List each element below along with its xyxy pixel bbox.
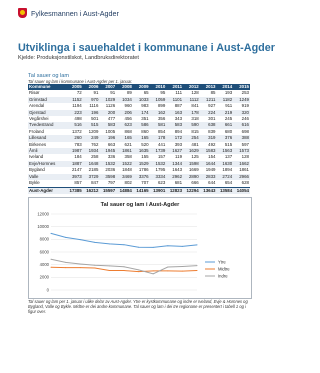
table-cell: 481 [191, 141, 199, 147]
total-cell: 13643 [200, 187, 217, 194]
table-cell: 1112 [183, 97, 200, 103]
table-cell: 894 [174, 128, 183, 134]
y-tick-label: 2000 [39, 274, 49, 280]
total-cell: 16212 [83, 187, 100, 194]
total-cell: 13584 [216, 187, 233, 194]
y-tick-label: 12000 [37, 211, 49, 217]
table-cell: 85 [210, 90, 216, 96]
municipality-name: Froland [29, 128, 44, 134]
table-cell: 119 [175, 154, 183, 160]
table-cell: 1861 [239, 167, 249, 173]
table-cell: 1987 [66, 148, 83, 154]
table-cell: 1848 [122, 167, 132, 173]
table-cell: 249 [83, 135, 100, 141]
table-cell: 178 [183, 110, 200, 116]
municipality-name: Åmli [28, 148, 66, 154]
data-point [167, 270, 168, 271]
table-cell: 172 [166, 135, 183, 141]
data-point [182, 266, 183, 267]
data-point [197, 244, 198, 245]
data-point [153, 270, 154, 271]
table-cell: 2833 [200, 174, 217, 180]
table-cell: 498 [74, 116, 82, 122]
data-point [197, 265, 198, 266]
total-cell: 14165 [133, 187, 150, 194]
section-heading: Tal sauer og lam [28, 73, 70, 79]
total-cell: 12294 [183, 187, 200, 194]
data-point [80, 264, 81, 265]
legend-label: Indre [218, 273, 228, 279]
legend-label: Midtre [218, 266, 230, 272]
table-cell: 89 [126, 90, 132, 96]
table-cell: 1116 [89, 103, 99, 109]
table-cell: 246 [241, 116, 249, 122]
table-cell: 868 [124, 128, 132, 134]
data-point [124, 270, 125, 271]
data-point [167, 267, 168, 268]
table-cell: 441 [157, 141, 166, 147]
data-point [138, 271, 139, 272]
y-tick-label: 6000 [39, 249, 49, 255]
total-cell: 12823 [166, 187, 183, 194]
total-cell: 15597 [99, 187, 116, 194]
table-cell: 1630 [216, 161, 233, 167]
page-title: Utviklinga i sauehaldet i kommunane i Aust-Agder [18, 42, 275, 54]
table-cell: 623 [157, 180, 166, 186]
table-cell: 1786 [138, 167, 149, 173]
table-cell: 253 [241, 90, 249, 96]
table-cell: 1662 [233, 161, 250, 167]
legend-label: Ytre [218, 259, 226, 265]
table-cell: 320 [233, 110, 250, 116]
table-cell: 927 [208, 103, 216, 109]
table-cell: 1005 [105, 128, 116, 134]
table-cell: 196 [99, 135, 116, 141]
table-cell: 223 [66, 110, 83, 116]
table-cell: 586 [133, 122, 150, 128]
table-cell: 193 [224, 90, 233, 96]
table-cell: 1573 [233, 148, 250, 154]
table-cell: 492 [208, 141, 216, 147]
table-cell: 1669 [188, 167, 199, 173]
table-cell: 456 [124, 116, 132, 122]
y-tick-label: 8000 [39, 236, 49, 242]
table-cell: 128 [241, 154, 249, 160]
data-point [124, 244, 125, 245]
table-cell: 165 [133, 135, 150, 141]
table-cell: 516 [66, 122, 83, 128]
column-header-year: 2015 [233, 84, 250, 90]
data-point [124, 266, 125, 267]
column-header-year: 2007 [99, 84, 116, 90]
total-cell: 14884 [116, 187, 133, 194]
data-point [138, 247, 139, 248]
table-cell: 376 [216, 135, 233, 141]
table-cell: 1598 [183, 161, 200, 167]
municipality-name: Arendal [29, 103, 45, 109]
table-cell: 616 [233, 122, 250, 128]
table-cell: 1583 [200, 148, 217, 154]
table-total-row [28, 187, 250, 194]
table-cell: 125 [191, 154, 199, 160]
table-cell: 663 [107, 141, 116, 147]
municipality-name: Risør [29, 90, 40, 96]
table-cell: 638 [200, 122, 217, 128]
table-cell: 200 [99, 110, 116, 116]
table-cell: 1529 [133, 161, 150, 167]
table-cell: 3469 [116, 174, 133, 180]
column-header-year: 2013 [200, 84, 217, 90]
table-cell: 1861 [116, 148, 133, 154]
table-cell: 1894 [222, 167, 233, 173]
table-cell: 224 [200, 110, 217, 116]
table-cell: 970 [83, 97, 100, 103]
table-cell: 1563 [216, 148, 233, 154]
table-cell: 184 [74, 154, 82, 160]
table-cell: 65 [143, 90, 149, 96]
table-cell: 258 [91, 154, 99, 160]
table-cell: 2185 [88, 167, 99, 173]
table-cell: 1126 [105, 103, 116, 109]
table-cell: 860 [141, 128, 149, 134]
sheep-table [28, 84, 250, 194]
table-cell: 174 [133, 110, 150, 116]
table-cell: 2724 [216, 174, 233, 180]
table-cell: 1344 [166, 161, 183, 167]
table-cell: 815 [191, 128, 199, 134]
table-cell: 178 [150, 135, 167, 141]
data-point [182, 271, 183, 272]
table-cell: 358 [124, 154, 132, 160]
table-cell: 301 [208, 116, 216, 122]
table-cell: 520 [141, 141, 149, 147]
table-cell: 644 [208, 180, 216, 186]
municipality-name: Vegårshei [29, 116, 49, 122]
table-cell: 621 [124, 141, 132, 147]
total-cell: 13901 [150, 187, 167, 194]
brand [18, 8, 119, 18]
column-header-year: 2014 [216, 84, 233, 90]
series-line-ytre [51, 233, 197, 247]
table-cell: 919 [241, 103, 249, 109]
table-cell: 72 [76, 90, 82, 96]
table-cell: 393 [174, 141, 183, 147]
table-cell: 1522 [116, 161, 133, 167]
table-cell: 343 [174, 116, 183, 122]
table-cell: 515 [83, 122, 100, 128]
table-cell: 245 [224, 116, 233, 122]
table-cell: 163 [166, 110, 183, 116]
data-point [167, 245, 168, 246]
table-cell: 590 [183, 122, 200, 128]
chart-title: Tal sauer og lam i Aust-Agder [100, 202, 180, 208]
table-cell: 501 [91, 116, 99, 122]
data-point [182, 246, 183, 247]
table-cell: 3729 [83, 174, 100, 180]
table-cell: 597 [241, 141, 249, 147]
table-cell: 1194 [72, 103, 82, 109]
table-cell: 960 [124, 103, 132, 109]
municipality-name: Tvedestrand [28, 122, 66, 128]
y-tick-label: 4000 [39, 262, 49, 268]
table-cell: 854 [157, 128, 166, 134]
table-cell: 477 [107, 116, 116, 122]
municipality-name: Gjerstad [28, 110, 66, 116]
table-cell: 983 [141, 103, 149, 109]
table-cell: 2890 [183, 174, 200, 180]
table-cell: 1532 [150, 161, 167, 167]
data-point [65, 267, 66, 268]
table-cell: 899 [157, 103, 166, 109]
table-cell: 260 [66, 135, 83, 141]
data-point [138, 269, 139, 270]
table-cell: 1629 [183, 148, 200, 154]
table-cell: 1795 [155, 167, 166, 173]
table-cell: 351 [141, 116, 149, 122]
data-point [153, 247, 154, 248]
table-cell: 1101 [166, 97, 183, 103]
table-cell: 206 [116, 110, 133, 116]
table-cell: 802 [124, 180, 132, 186]
column-header-kommune: Kommune [28, 84, 66, 90]
y-tick-label: 10000 [37, 224, 49, 230]
chart-plot-area [29, 198, 251, 298]
data-point [65, 237, 66, 238]
data-point [94, 268, 95, 269]
table-cell: 2147 [71, 167, 82, 173]
column-header-year: 2011 [166, 84, 183, 90]
table-cell: 162 [150, 110, 167, 116]
table-cell: 666 [191, 180, 199, 186]
table-cell: 356 [157, 116, 166, 122]
municipality-name: Bykle [29, 180, 40, 186]
data-point [80, 239, 81, 240]
table-cell: 318 [191, 116, 199, 122]
line-chart [28, 197, 252, 299]
table-cell: 680 [224, 128, 233, 134]
table-cell: 581 [150, 122, 167, 128]
table-cell: 1211 [200, 97, 217, 103]
table-cell: 1887 [66, 161, 83, 167]
table-cell: 336 [107, 154, 116, 160]
table-cell: 1209 [88, 128, 99, 134]
table-cell: 654 [224, 180, 233, 186]
table-cell: 707 [141, 180, 149, 186]
data-point [109, 270, 110, 271]
table-cell: 137 [224, 154, 233, 160]
table-cell: 3973 [66, 174, 83, 180]
data-point [65, 262, 66, 263]
table-cell: 1033 [133, 97, 150, 103]
table-cell: 661 [216, 122, 233, 128]
table-caption: Tal sauer og lam i kommunane i Aust-Agder per 1. januar. [28, 79, 133, 84]
table-cell: 1372 [71, 128, 82, 134]
table-cell: 797 [107, 180, 116, 186]
table-cell: 3334 [150, 174, 167, 180]
table-cell: 583 [166, 122, 183, 128]
table-cell: 1532 [99, 161, 116, 167]
table-cell: 1945 [99, 148, 116, 154]
table-row [28, 180, 250, 187]
table-cell: 157 [157, 154, 166, 160]
table-cell: 628 [241, 180, 249, 186]
municipality-name: Grimstad [28, 97, 66, 103]
table-cell: 681 [174, 180, 183, 186]
data-point [109, 243, 110, 244]
table-cell: 111 [175, 90, 183, 96]
table-cell: 1627 [166, 148, 183, 154]
table-cell: 1635 [133, 148, 150, 154]
data-point [94, 265, 95, 266]
table-cell: 1648 [83, 161, 100, 167]
table-cell: 196 [83, 110, 100, 116]
column-header-year: 2008 [116, 84, 133, 90]
total-label: Aust-Agder [28, 187, 66, 194]
table-cell: 887 [174, 103, 183, 109]
total-cell: 17385 [66, 187, 83, 194]
y-tick-label: 0 [46, 287, 49, 293]
table-cell: 1059 [150, 97, 167, 103]
table-cell: 155 [141, 154, 149, 160]
table-cell: 91 [110, 90, 116, 96]
data-point [197, 270, 198, 271]
table-cell: 1182 [216, 97, 233, 103]
municipality-name: Valle [28, 174, 66, 180]
table-cell: 857 [74, 180, 82, 186]
data-point [94, 242, 95, 243]
municipality-name: Lillesand [28, 135, 66, 141]
table-cell: 219 [216, 110, 233, 116]
table-cell: 3598 [99, 174, 116, 180]
column-header-year: 2005 [66, 84, 83, 90]
data-point [153, 273, 154, 274]
table-cell: 911 [225, 103, 233, 109]
page-subtitle: Kjelde: Produksjonstilskot, Landbruksdirektoratet [18, 55, 139, 61]
municipality-name: Iveland [29, 154, 44, 160]
table-cell: 783 [74, 141, 82, 147]
data-point [80, 267, 81, 268]
table-cell: 1644 [200, 161, 217, 167]
table-cell: 1249 [233, 97, 250, 103]
data-point [51, 267, 52, 268]
table-cell: 1034 [116, 97, 133, 103]
table-cell: 3376 [133, 174, 150, 180]
chart-caption: Tal sauer og lam per 1. januar i ulike delar av Aust-Agder. Ytre er kystkommunane og indre er Iveland, Evje & Hornnes og Bygland, Valle og Bykle. Midtre er dei andre kommunane. Tal sauer og lam i dei tre regionane er presentert i tabell 1 og i figur over. [28, 299, 248, 314]
table-cell: 515 [224, 141, 233, 147]
column-header-year: 2006 [83, 84, 100, 90]
municipality-name: Evje/Hornnes [28, 161, 66, 167]
table-cell: 623 [116, 122, 133, 128]
table-cell: 1643 [172, 167, 183, 173]
total-cell: 14054 [233, 187, 250, 194]
table-cell: 165 [116, 135, 133, 141]
table-cell: 583 [99, 122, 116, 128]
table-cell: 319 [200, 135, 217, 141]
table-cell: 839 [208, 128, 216, 134]
table-cell: 698 [241, 128, 249, 134]
table-cell: 1152 [66, 97, 83, 103]
table-cell: 762 [91, 141, 99, 147]
table-cell: 1029 [99, 97, 116, 103]
coat-of-arms-icon [18, 8, 27, 18]
table-cell: 128 [191, 90, 199, 96]
column-header-year: 2012 [183, 84, 200, 90]
table-cell: 2036 [105, 167, 116, 173]
municipality-name: Bygland [29, 167, 45, 173]
data-point [109, 265, 110, 266]
table-cell: 388 [233, 135, 250, 141]
table-cell: 1739 [150, 148, 167, 154]
table-cell: 254 [183, 135, 200, 141]
brand-name: Fylkesmannen i Aust-Agder [31, 8, 119, 18]
municipality-name: Birkenes [29, 141, 47, 147]
table-cell: 95 [160, 90, 166, 96]
column-header-year: 2010 [150, 84, 167, 90]
table-cell: 2962 [166, 174, 183, 180]
table-cell: 154 [208, 154, 216, 160]
table-cell: 841 [191, 103, 199, 109]
table-cell: 1949 [205, 167, 216, 173]
table-cell: 1934 [83, 148, 100, 154]
table-cell: 91 [93, 90, 99, 96]
column-header-year: 2009 [133, 84, 150, 90]
data-point [51, 233, 52, 234]
table-cell: 2966 [233, 174, 250, 180]
table-cell: 847 [91, 180, 99, 186]
data-point [51, 259, 52, 260]
